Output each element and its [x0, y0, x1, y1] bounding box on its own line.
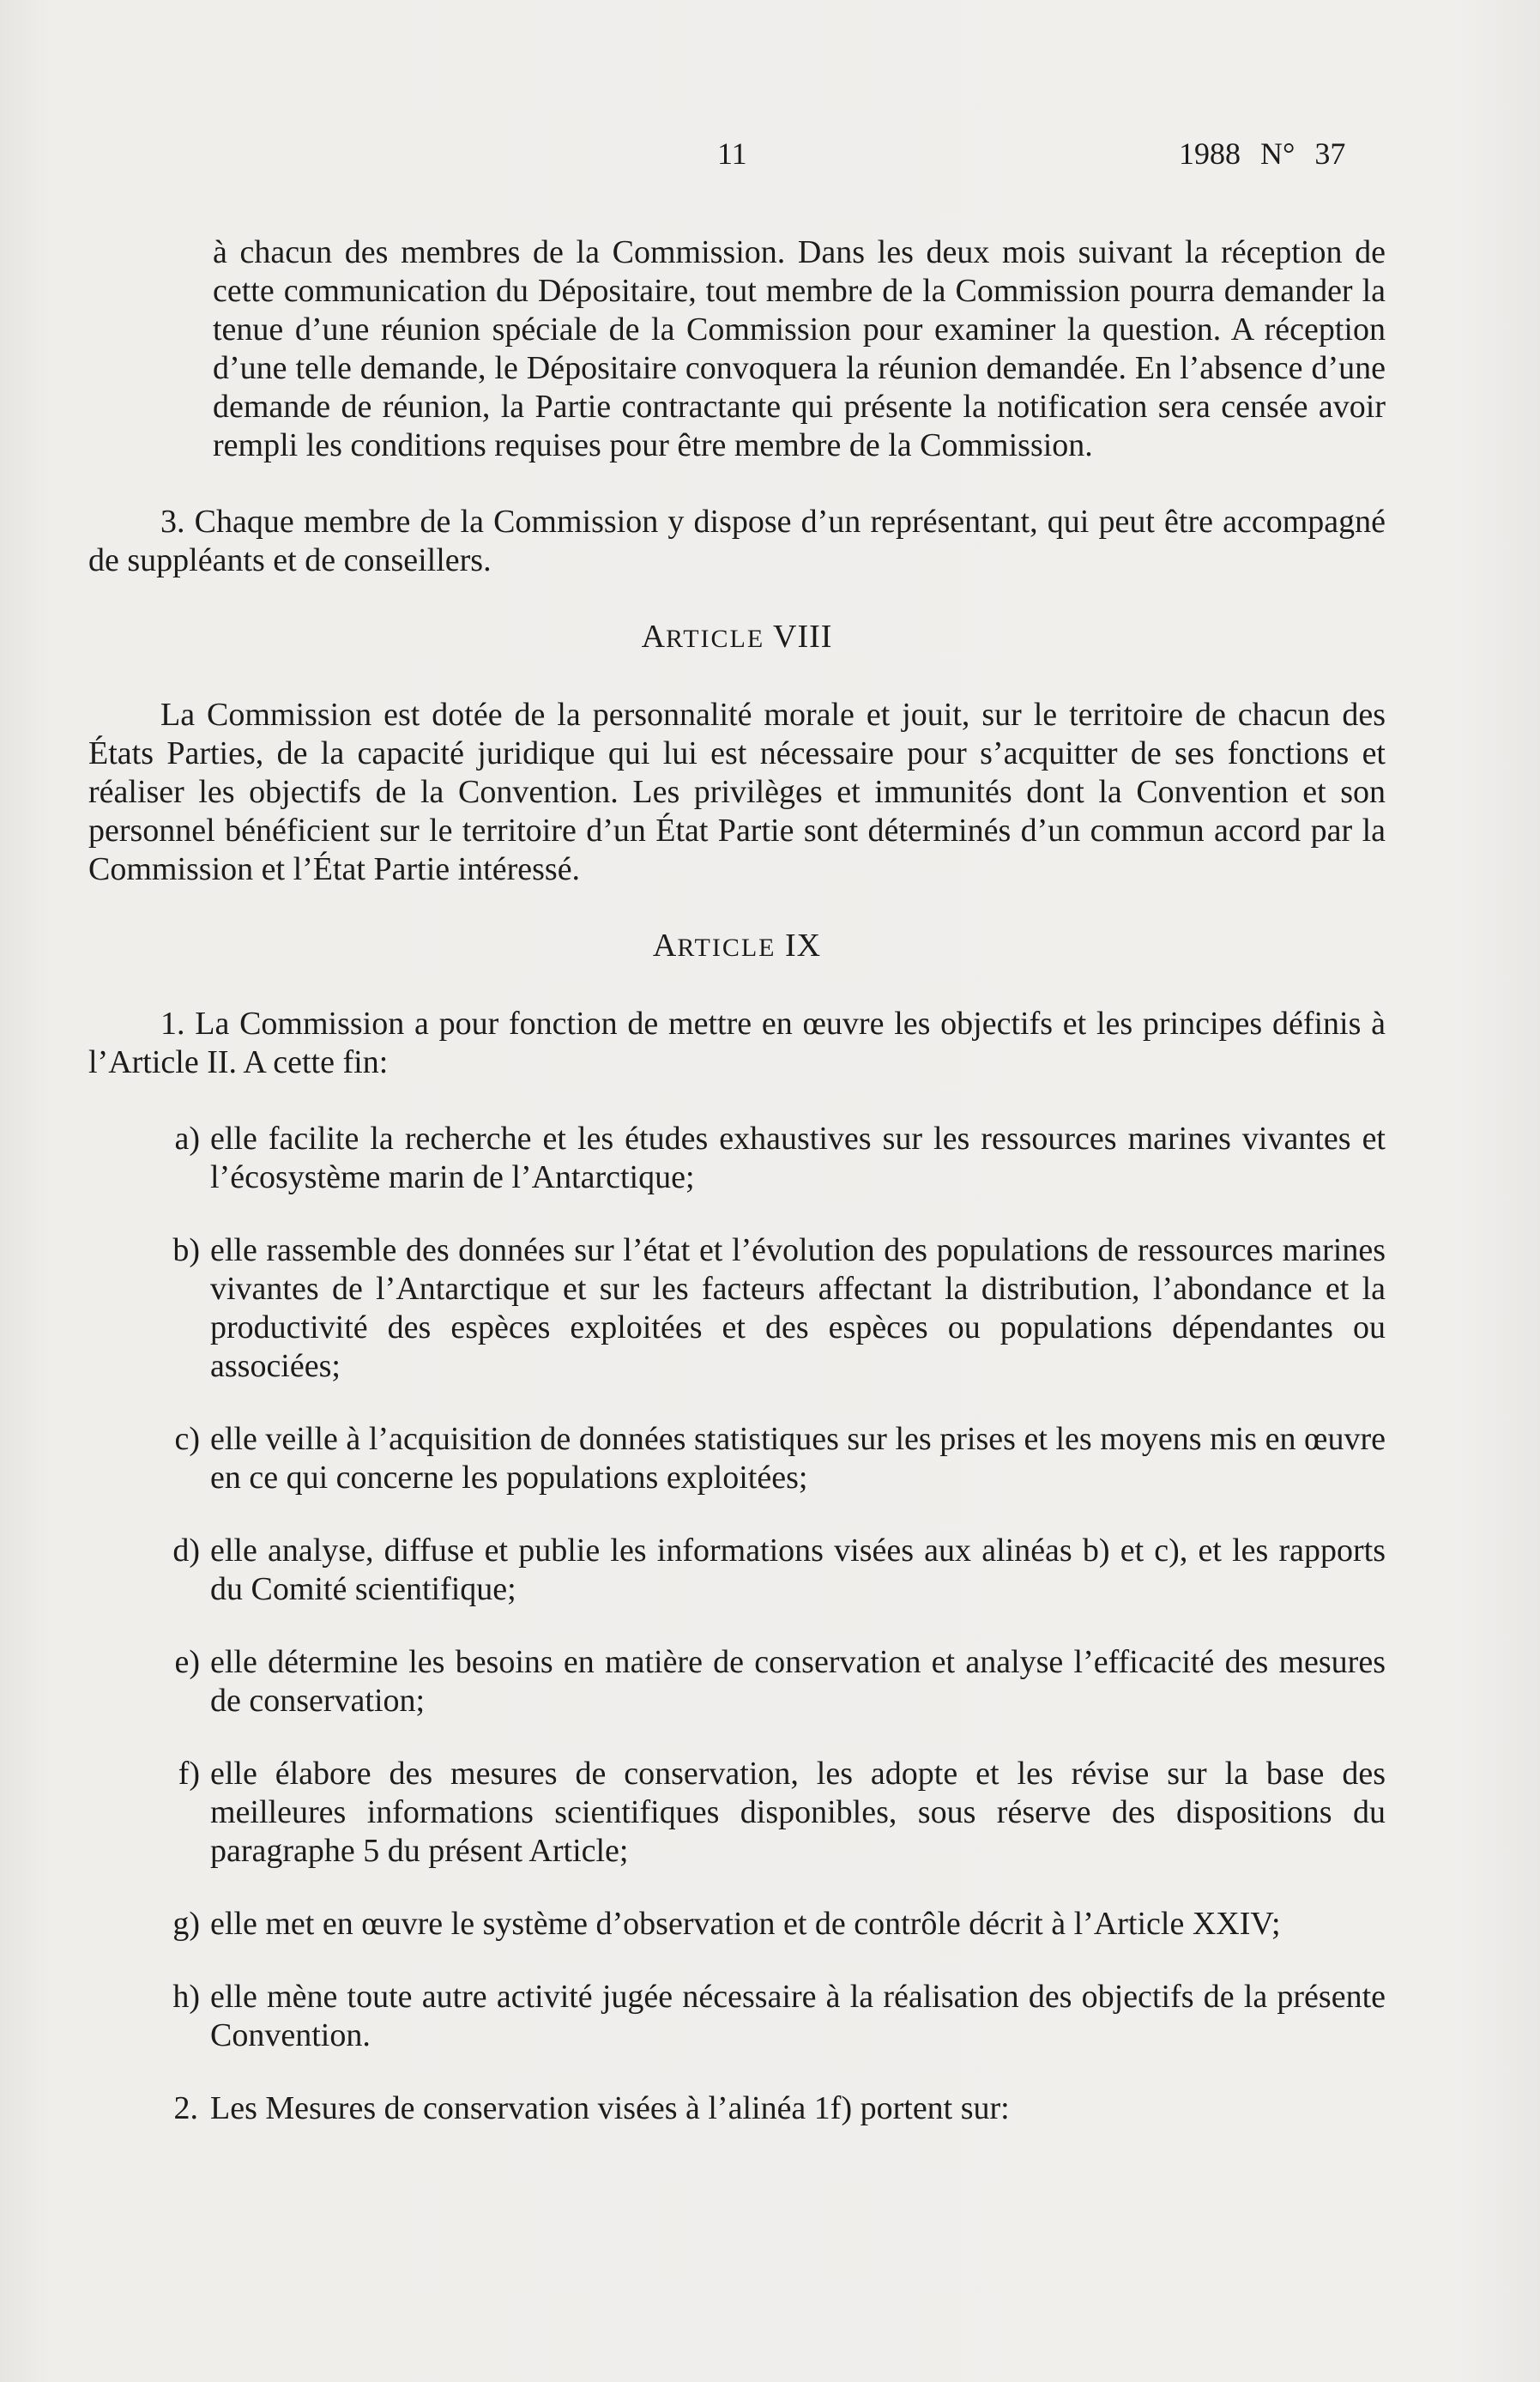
list-item-text: elle facilite la recherche et les études exhaustives sur les ressources marines vivantes et l’écosystème marin de l’Antarctique; [210, 1121, 1386, 1195]
list-item-label: a) [174, 1121, 200, 1157]
article-ix-heading-smallcaps: RTICLE [677, 934, 776, 962]
list-item-label: f) [178, 1756, 200, 1792]
list-item [88, 1643, 1386, 1720]
list-item-label: b) [172, 1232, 200, 1268]
page-number: 11 [717, 136, 747, 171]
list-item [88, 1905, 1386, 1944]
list-item [88, 1755, 1386, 1871]
article-viii-heading-smallcaps: RTICLE [666, 625, 765, 653]
article-ix-heading [88, 927, 1386, 967]
article-ix-paragraph-2 [88, 2089, 1386, 2128]
list-item-label: c) [174, 1421, 200, 1457]
article-ix-paragraph-1: 1. La Commission a pour fonction de mettre en œuvre les objectifs et les principes définis à l’Article II. A cette fin: [88, 1006, 1386, 1080]
article-viii-heading [88, 618, 1386, 658]
paragraph-2-text: Les Mesures de conservation visées à l’alinéa 1f) portent sur: [210, 2090, 1010, 2126]
article-ix-heading-numeral: IX [785, 928, 822, 964]
list-item-label: h) [172, 1979, 200, 2015]
paragraph-2-label: 2. [173, 2090, 198, 2126]
article-viii-text: La Commission est dotée de la personnalité morale et jouit, sur le territoire de chacun des États Parties, de la capacité juridique qui lui est nécessaire pour s’acquitter de ses fonctions et réaliser les objectifs de la Convention. Les privilèges et immunités dont la Convention et son personnel bénéficient sur le territoire d’un État Partie sont déterminés d’un commun accord par la Commission et l’État Partie intéressé. [88, 697, 1386, 887]
article-viii-heading-initial: A [641, 619, 667, 655]
article-viii-heading-numeral: VIII [773, 619, 833, 655]
article-ix-heading-initial: A [652, 928, 678, 964]
list-item-text: elle veille à l’acquisition de données statistiques sur les prises et les moyens mis en œuvre en ce qui concerne les populations exploitées; [210, 1421, 1386, 1496]
gazette-reference: 1988 N° 37 [1179, 136, 1346, 171]
list-item-text: elle élabore des mesures de conservation, les adopte et les révise sur la base des meilleures informations scientifiques disponibles, sous réserve des dispositions du paragraphe 5 du présent Article; [210, 1756, 1386, 1869]
list-item-text: elle détermine les besoins en matière de conservation et analyse l’efficacité des mesures de conservation; [210, 1644, 1386, 1719]
list-item [88, 1532, 1386, 1609]
list-item-label: d) [172, 1533, 200, 1569]
list-item [88, 1231, 1386, 1386]
continuation-paragraph: à chacun des membres de la Commission. Dans les deux mois suivant la réception de cette communication du Dépositaire, tout membre de la Commission pourra demander la tenue d’une réunion spéciale de la Commission pour examiner la question. A réception d’une telle demande, le Dépositaire convoquera la réunion demandée. En l’absence d’une demande de réunion, la Partie contractante qui présente la notification sera censée avoir rempli les conditions requises pour être membre de la Commission. [213, 234, 1386, 463]
list-item [88, 1978, 1386, 2055]
list-item [88, 1420, 1386, 1497]
list-item-text: elle mène toute autre activité jugée nécessaire à la réalisation des objectifs de la présente Convention. [210, 1979, 1386, 2053]
list-item-label: g) [172, 1906, 200, 1942]
list-item-label: e) [174, 1644, 200, 1680]
paragraph-3: 3. Chaque membre de la Commission y dispose d’un représentant, qui peut être accompagné de suppléants et de conseillers. [88, 504, 1386, 578]
page-body [88, 233, 1386, 2128]
list-item-text: elle analyse, diffuse et publie les informations visées aux alinéas b) et c), et les rapports du Comité scientifique; [210, 1533, 1386, 1607]
list-item [88, 1120, 1386, 1197]
list-item-text: elle rassemble des données sur l’état et l’évolution des populations de ressources marines vivantes de l’Antarctique et sur les facteurs affectant la distribution, l’abondance et la productivité des espèces exploitées et des espèces ou populations dépendantes ou associées; [210, 1232, 1386, 1384]
list-item-text: elle met en œuvre le système d’observation et de contrôle décrit à l’Article XXIV; [210, 1906, 1281, 1942]
